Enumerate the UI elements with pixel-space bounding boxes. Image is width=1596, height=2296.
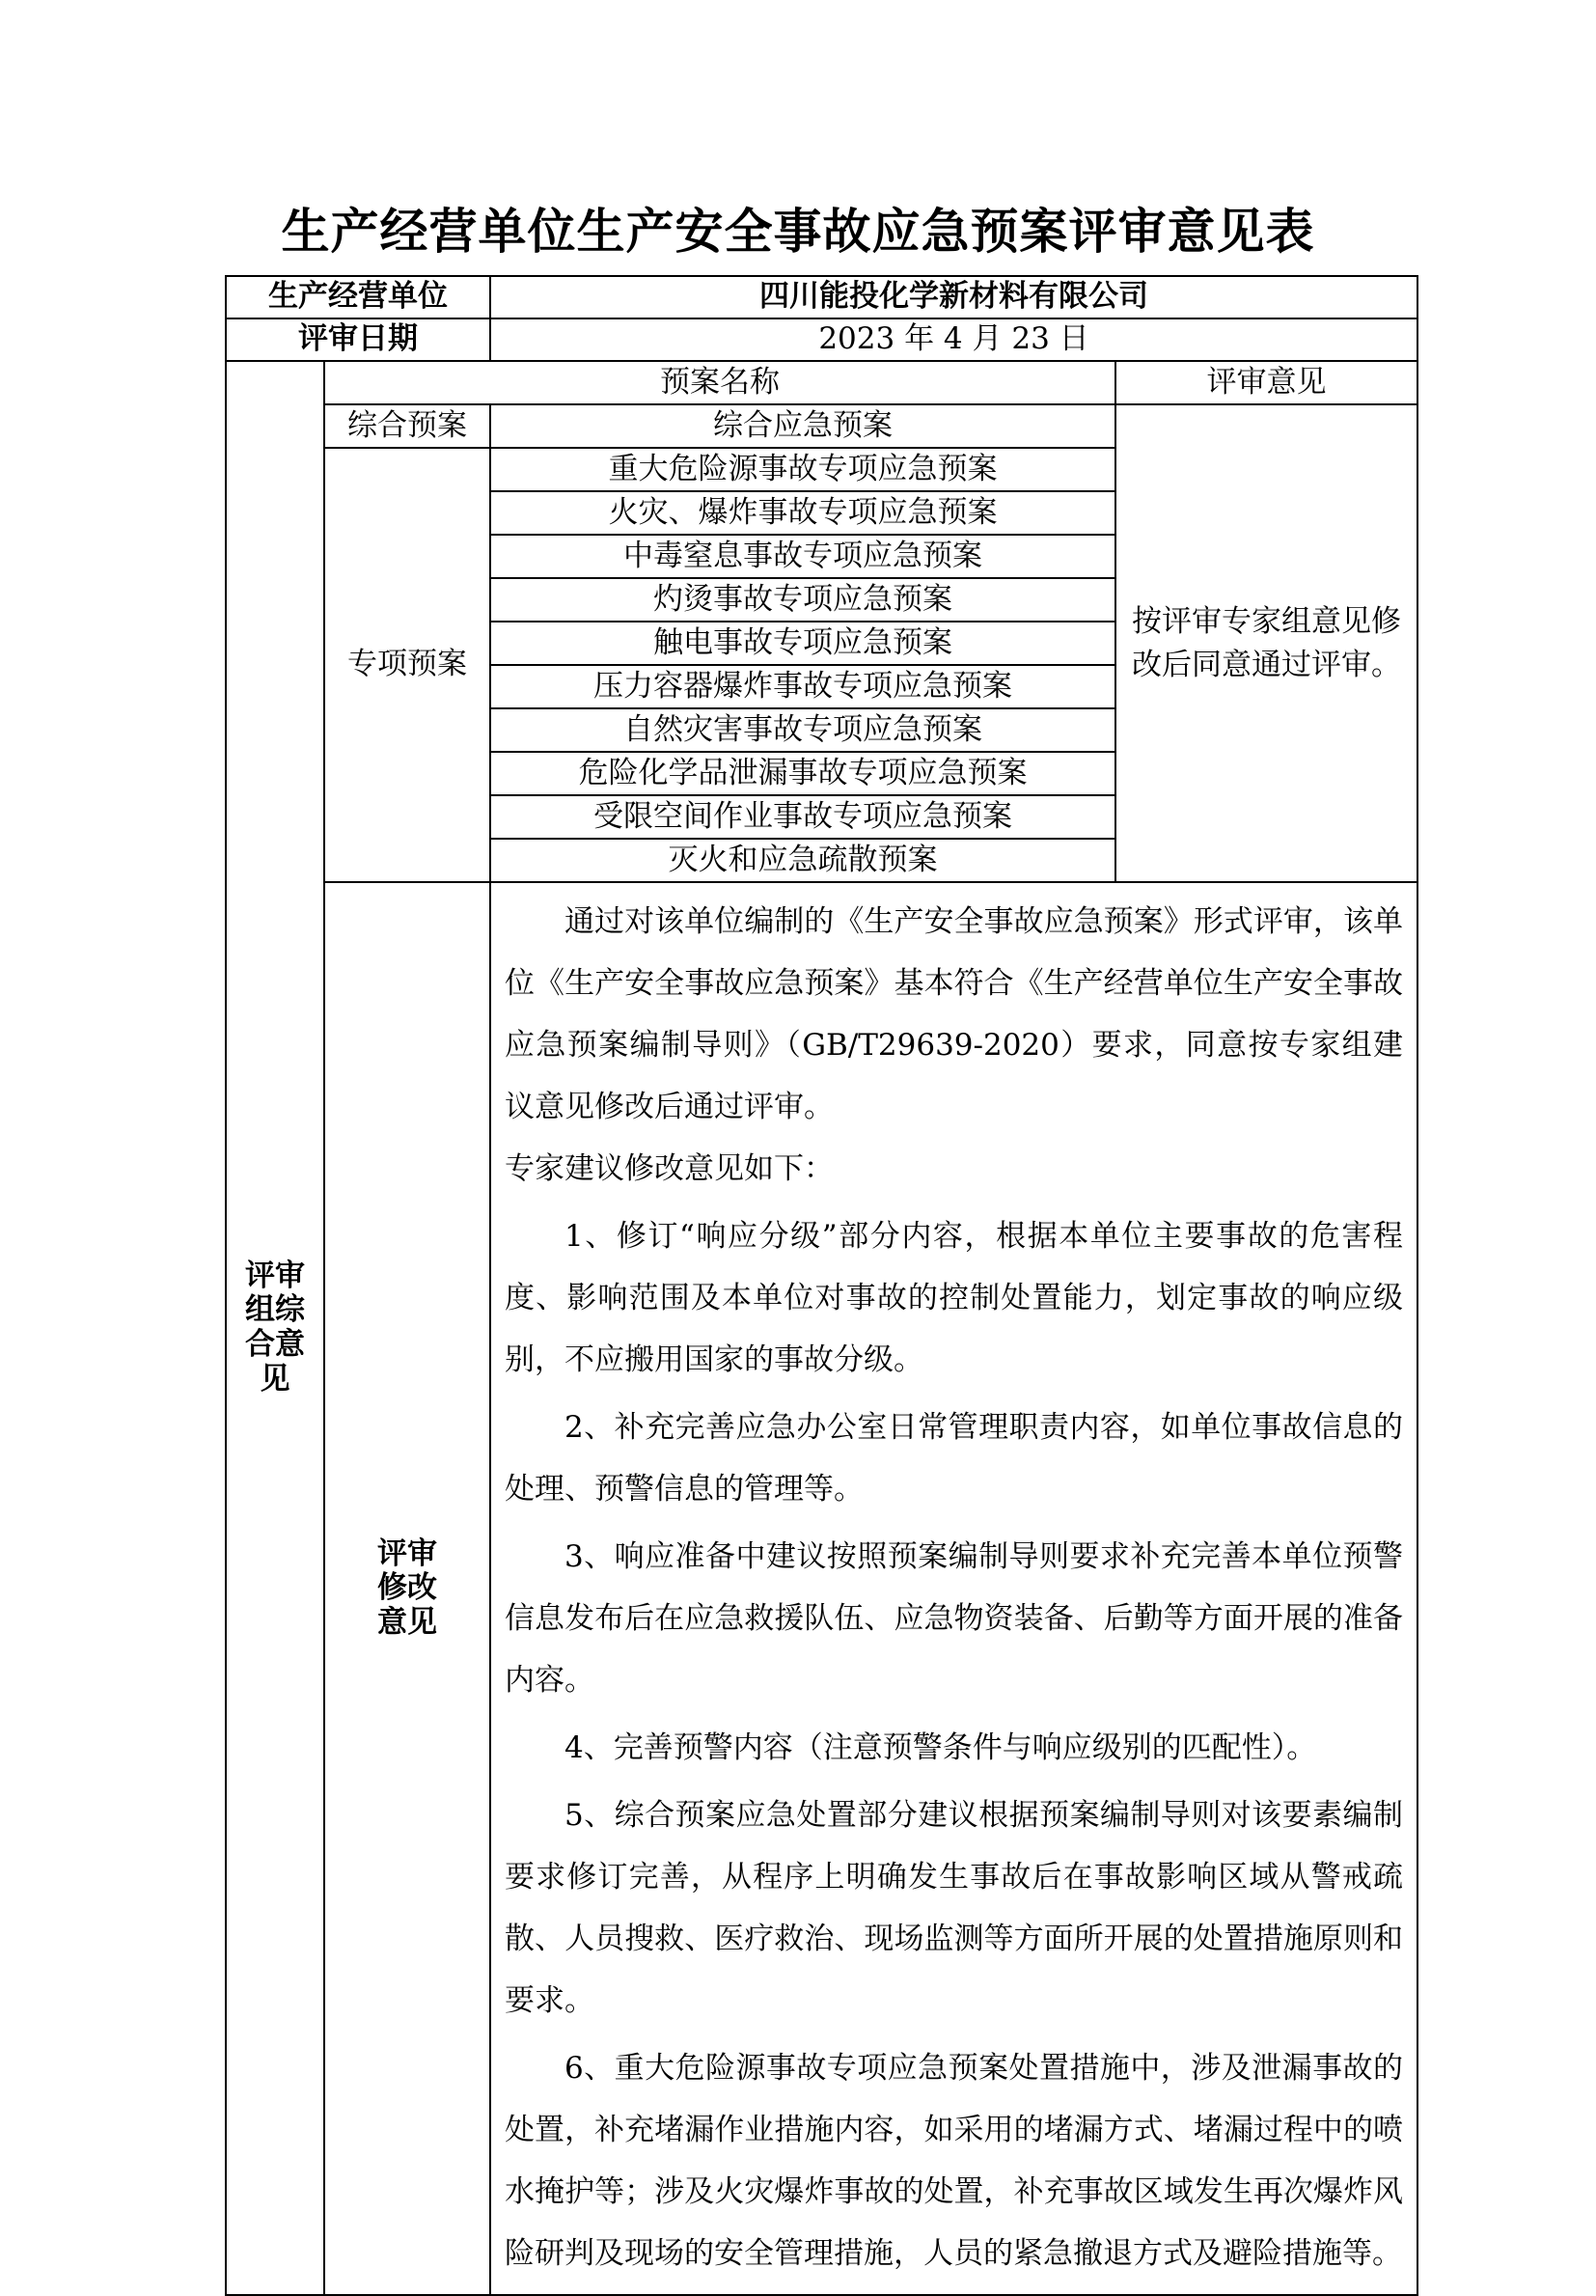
comprehensive-plan-name: 综合应急预案: [490, 404, 1115, 448]
special-plan-name: 重大危险源事故专项应急预案: [490, 448, 1115, 491]
group-opinion-label: 评审 组综 合意 见: [226, 361, 324, 2295]
date-value: 2023 年 4 月 23 日: [490, 318, 1417, 361]
special-plan-name: 灭火和应急疏散预案: [490, 839, 1115, 882]
page-title: 生产经营单位生产安全事故应急预案评审意见表: [281, 203, 1315, 260]
special-plan-name: 自然灾害事故专项应急预案: [490, 708, 1115, 752]
revision-paragraph: 1、修订“响应分级”部分内容，根据本单位主要事故的危害程度、影响范围及本单位对事故的控制处置能力，划定事故的响应级别，不应搬用国家的事故分级。: [505, 1219, 1403, 1377]
special-category: 专项预案: [324, 448, 490, 882]
review-form-table: [225, 275, 1418, 2296]
special-plan-name: 受限空间作业事故专项应急预案: [490, 795, 1115, 839]
revision-paragraph: 2、补充完善应急办公室日常管理职责内容，如单位事故信息的处理、预警信息的管理等。: [505, 1410, 1403, 1507]
revision-paragraph: 5、综合预案应急处置部分建议根据预案编制导则对该要素编制要求修订完善，从程序上明确发生事故后在事故影响区域从警戒疏散、人员搜救、医疗救治、现场监测等方面所开展的处置措施原则和要求。: [505, 1798, 1403, 2018]
unit-row: [226, 276, 1417, 318]
special-plan-name: 触电事故专项应急预案: [490, 622, 1115, 665]
date-label: 评审日期: [226, 318, 490, 361]
special-plan-name: 危险化学品泄漏事故专项应急预案: [490, 752, 1115, 795]
revision-paragraph: 4、完善预警内容（注意预警条件与响应级别的匹配性）。: [564, 1730, 1317, 1765]
revision-paragraph: 6、重大危险源事故专项应急预案处置措施中，涉及泄漏事故的处置，补充堵漏作业措施内容，如采用的堵漏方式、堵漏过程中的喷水掩护等；涉及火灾爆炸事故的处置，补充事故区域发生再次爆炸风险研判及现场的安全管理措施，人员的紧急撤退方式及避险措施等。: [505, 2051, 1403, 2271]
special-plan-name: 中毒窒息事故专项应急预案: [490, 535, 1115, 578]
review-opinion-text: 按评审专家组意见修改后同意通过评审。: [1115, 404, 1417, 882]
revision-text: [490, 882, 1417, 2295]
revision-label: 评审 修改 意见: [324, 882, 490, 2295]
comprehensive-plan-row: [226, 404, 1417, 448]
revision-paragraph: 3、响应准备中建议按照预案编制导则要求补充完善本单位预警信息发布后在应急救援队伍、应急物资装备、后勤等方面开展的准备内容。: [505, 1539, 1403, 1698]
special-plan-name: 压力容器爆炸事故专项应急预案: [490, 665, 1115, 708]
comprehensive-category: 综合预案: [324, 404, 490, 448]
plan-header-row: [226, 361, 1417, 404]
plan-name-header: 预案名称: [324, 361, 1115, 404]
unit-label: 生产经营单位: [226, 276, 490, 318]
review-opinion-header: 评审意见: [1115, 361, 1417, 404]
date-row: [226, 318, 1417, 361]
unit-value: 四川能投化学新材料有限公司: [490, 276, 1417, 318]
special-plan-name: 灼烫事故专项应急预案: [490, 578, 1115, 622]
revision-row: [226, 882, 1417, 2295]
revision-paragraph: 通过对该单位编制的《生产安全事故应急预案》形式评审，该单位《生产安全事故应急预案》基本符合《生产经营单位生产安全事故应急预案编制导则》（GB/T29639-2020）要求，同意按专家组建议意见修改后通过评审。: [505, 904, 1403, 1124]
special-plan-name: 火灾、爆炸事故专项应急预案: [490, 491, 1115, 535]
revision-paragraph: 专家建议修改意见如下：: [505, 1151, 834, 1186]
